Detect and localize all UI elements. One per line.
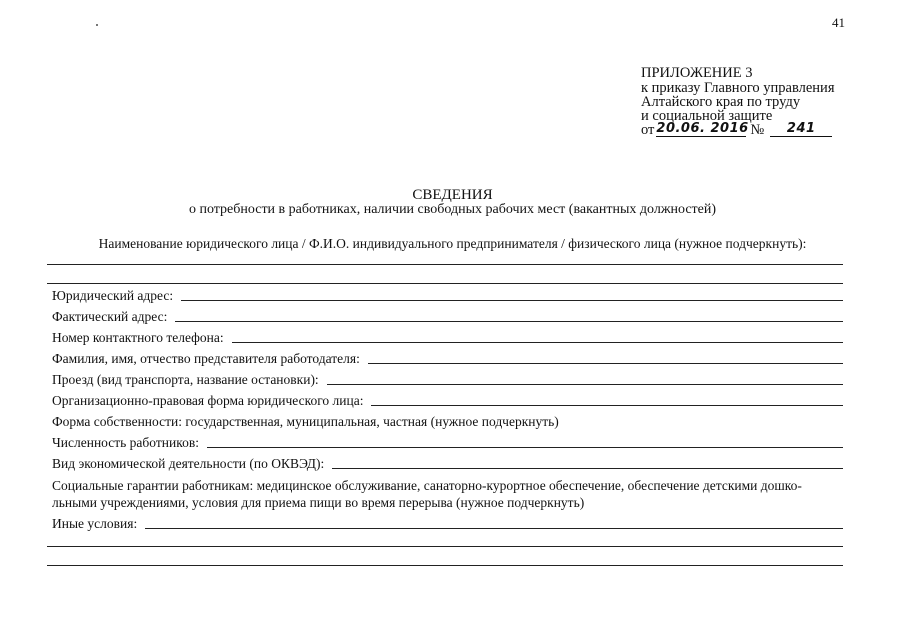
actual-address-field (52, 309, 843, 325)
activity-blank (332, 467, 843, 469)
ownership-form: Форма собственности: государственная, муниципальная, частная (нужное подчеркнуть) (52, 414, 559, 429)
legal-address-blank (181, 299, 843, 301)
social-guarantees-line-2: льными учреждениями, условия для приема пищи во время перерыва (нужное подчеркнуть) (52, 495, 585, 510)
activity-field (52, 456, 843, 472)
other-conditions-line-2 (47, 546, 843, 547)
entity-name-line-2 (47, 283, 843, 284)
social-guarantees-line-1: Социальные гарантии работникам: медицинское обслуживание, санаторно-курортное обеспечение, обеспечение детскими дошко- (52, 478, 802, 493)
representative-blank (368, 362, 843, 364)
phone-field (52, 330, 843, 346)
representative-field (52, 351, 843, 367)
legal-form-label: Организационно-правовая форма юридического лица: (52, 393, 364, 408)
other-conditions-label: Иные условия: (52, 516, 138, 531)
entity-name-line-1 (47, 264, 843, 265)
legal-address-label: Юридический адрес: (52, 288, 174, 303)
scan-speck (96, 24, 98, 26)
phone-blank (232, 341, 843, 343)
other-conditions-blank (145, 527, 843, 529)
phone-label: Номер контактного телефона: (52, 330, 224, 345)
employees-blank (207, 446, 843, 448)
handwritten-date: 20.06. 2016 (656, 121, 749, 136)
legal-address-field (52, 288, 843, 304)
document-title: СВЕДЕНИЯ (412, 187, 493, 203)
number-sign: № (750, 122, 765, 138)
transport-label: Проезд (вид транспорта, название остановки): (52, 372, 319, 387)
handwritten-number: 241 (770, 122, 832, 137)
employees-label: Численность работников: (52, 435, 199, 450)
transport-field (52, 372, 843, 388)
appendix-line-2: Алтайского края по труду (641, 94, 801, 110)
employees-field (52, 435, 843, 451)
actual-address-label: Фактический адрес: (52, 309, 168, 324)
appendix-title: ПРИЛОЖЕНИЕ 3 (641, 65, 753, 81)
page-number: 41 (832, 15, 845, 30)
entity-name-label: Наименование юридического лица / Ф.И.О. индивидуального предпринимателя / физического лица (нужное подчеркнуть): (98, 236, 807, 251)
date-prefix: от (641, 122, 655, 138)
other-conditions-field (52, 516, 843, 532)
document-subtitle: о потребности в работниках, наличии свободных рабочих мест (вакантных должностей) (188, 202, 717, 217)
appendix-line-1: к приказу Главного управления (641, 80, 835, 96)
appendix-date-row (641, 122, 832, 137)
representative-label: Фамилия, имя, отчество представителя работодателя: (52, 351, 360, 366)
activity-label: Вид экономической деятельности (по ОКВЭД): (52, 456, 325, 471)
legal-form-field (52, 393, 843, 409)
actual-address-blank (175, 320, 843, 322)
appendix-line-3: и социальной защите (641, 108, 773, 124)
transport-blank (327, 383, 843, 385)
legal-form-blank (371, 404, 843, 406)
other-conditions-line-3 (47, 565, 843, 566)
